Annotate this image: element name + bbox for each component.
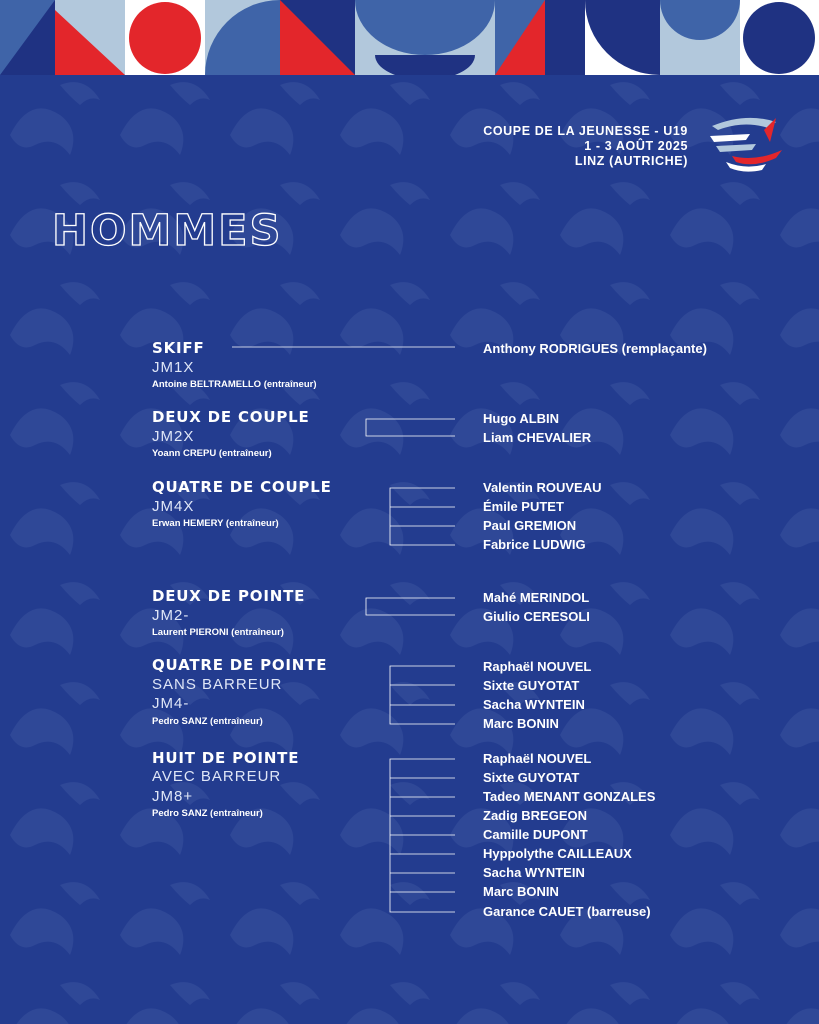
category-code: JM2-	[152, 607, 190, 624]
athlete-name: Fabrice LUDWIG	[483, 537, 586, 552]
category-code: JM4-	[152, 695, 190, 712]
athlete-name: Hyppolythe CAILLEAUX	[483, 846, 632, 861]
athlete-name: Raphaël NOUVEL	[483, 751, 592, 766]
category-code: JM4X	[152, 498, 195, 515]
category-code: JM1X	[152, 359, 195, 376]
category-coach: Laurent PIERONI (entraîneur)	[152, 627, 284, 638]
event-name: COUPE DE LA JEUNESSE - U19	[483, 124, 688, 138]
athlete-name: Marc BONIN	[483, 884, 559, 899]
category-name: QUATRE DE COUPLE	[152, 478, 332, 496]
category-coach: Yoann CREPU (entraîneur)	[152, 448, 272, 459]
athlete-name: Garance CAUET (barreuse)	[483, 904, 651, 919]
category-name: SKIFF	[152, 339, 205, 357]
athlete-name: Sixte GUYOTAT	[483, 770, 580, 785]
athlete-name: Tadeo MENANT GONZALES	[483, 789, 656, 804]
athlete-name: Raphaël NOUVEL	[483, 659, 592, 674]
event-dates: 1 - 3 AOÛT 2025	[584, 139, 688, 153]
category-coach: Antoine BELTRAMELLO (entraîneur)	[152, 379, 317, 390]
athlete-name: Anthony RODRIGUES (remplaçante)	[483, 341, 707, 356]
category-subtitle: AVEC BARREUR	[152, 768, 282, 785]
event-location: LINZ (AUTRICHE)	[574, 154, 688, 168]
athlete-name: Émile PUTET	[483, 499, 564, 514]
athlete-name: Giulio CERESOLI	[483, 609, 590, 624]
category-name: QUATRE DE POINTE	[152, 656, 328, 674]
athlete-name: Liam CHEVALIER	[483, 430, 592, 445]
category-code: JM2X	[152, 428, 195, 445]
page-title: HOMMES	[52, 206, 283, 256]
athlete-name: Sixte GUYOTAT	[483, 678, 580, 693]
athlete-name: Mahé MERINDOL	[483, 590, 590, 605]
athlete-name: Camille DUPONT	[483, 827, 588, 842]
category-code: JM8+	[152, 788, 194, 805]
category-coach: Pedro SANZ (entraîneur)	[152, 716, 263, 727]
athlete-name: Hugo ALBIN	[483, 411, 560, 426]
category-coach: Pedro SANZ (entraîneur)	[152, 808, 263, 819]
category-coach: Erwan HEMERY (entraîneur)	[152, 518, 279, 529]
category-name: DEUX DE COUPLE	[152, 408, 310, 426]
category-name: HUIT DE POINTE	[152, 749, 300, 767]
category-subtitle: SANS BARREUR	[152, 676, 283, 693]
athlete-name: Paul GREMION	[483, 518, 577, 533]
athlete-name: Marc BONIN	[483, 716, 559, 731]
athlete-name: Sacha WYNTEIN	[483, 697, 585, 712]
athlete-name: Sacha WYNTEIN	[483, 865, 585, 880]
category-name: DEUX DE POINTE	[152, 587, 306, 605]
athlete-name: Valentin ROUVEAU	[483, 480, 602, 495]
athlete-name: Zadig BREGEON	[483, 808, 588, 823]
